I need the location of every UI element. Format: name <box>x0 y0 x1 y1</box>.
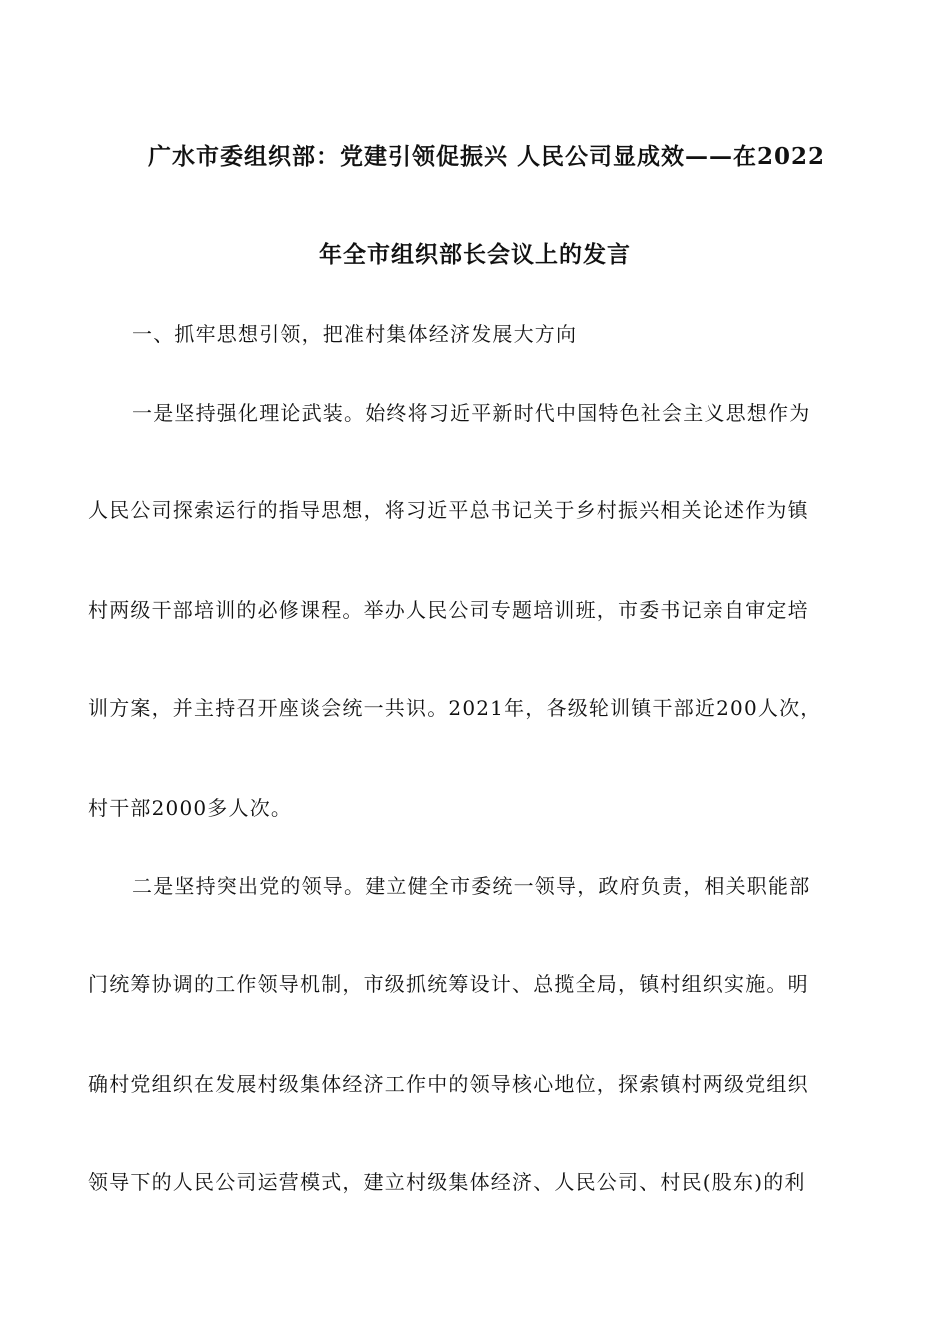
paragraph-1-line-5: 村干部2000多人次。 <box>88 796 293 820</box>
document-title-line-1: 广水市委组织部：党建引领促振兴 人民公司显成效——在2022 <box>148 143 826 170</box>
paragraph-2-line-4: 领导下的人民公司运营模式，建立村级集体经济、人民公司、村民(股东)的利 <box>88 1170 806 1194</box>
paragraph-1-line-1: 一是坚持强化理论武装。始终将习近平新时代中国特色社会主义思想作为 <box>132 401 811 425</box>
paragraph-1-line-3: 村两级干部培训的必修课程。举办人民公司专题培训班，市委书记亲自审定培 <box>88 598 809 622</box>
paragraph-2-line-3: 确村党组织在发展村级集体经济工作中的领导核心地位，探索镇村两级党组织 <box>88 1072 809 1096</box>
paragraph-1-line-2: 人民公司探索运行的指导思想，将习近平总书记关于乡村振兴相关论述作为镇 <box>88 498 809 522</box>
paragraph-2-line-2: 门统筹协调的工作领导机制，市级抓统筹设计、总揽全局，镇村组织实施。明 <box>88 972 809 996</box>
paragraph-1-line-4: 训方案，并主持召开座谈会统一共识。2021年，各级轮训镇干部近200人次， <box>88 696 822 720</box>
document-title-line-2: 年全市组织部长会议上的发言 <box>319 241 631 268</box>
paragraph-2-line-1: 二是坚持突出党的领导。建立健全市委统一领导，政府负责，相关职能部 <box>132 874 811 898</box>
section-heading: 一、抓牢思想引领，把准村集体经济发展大方向 <box>132 322 578 346</box>
